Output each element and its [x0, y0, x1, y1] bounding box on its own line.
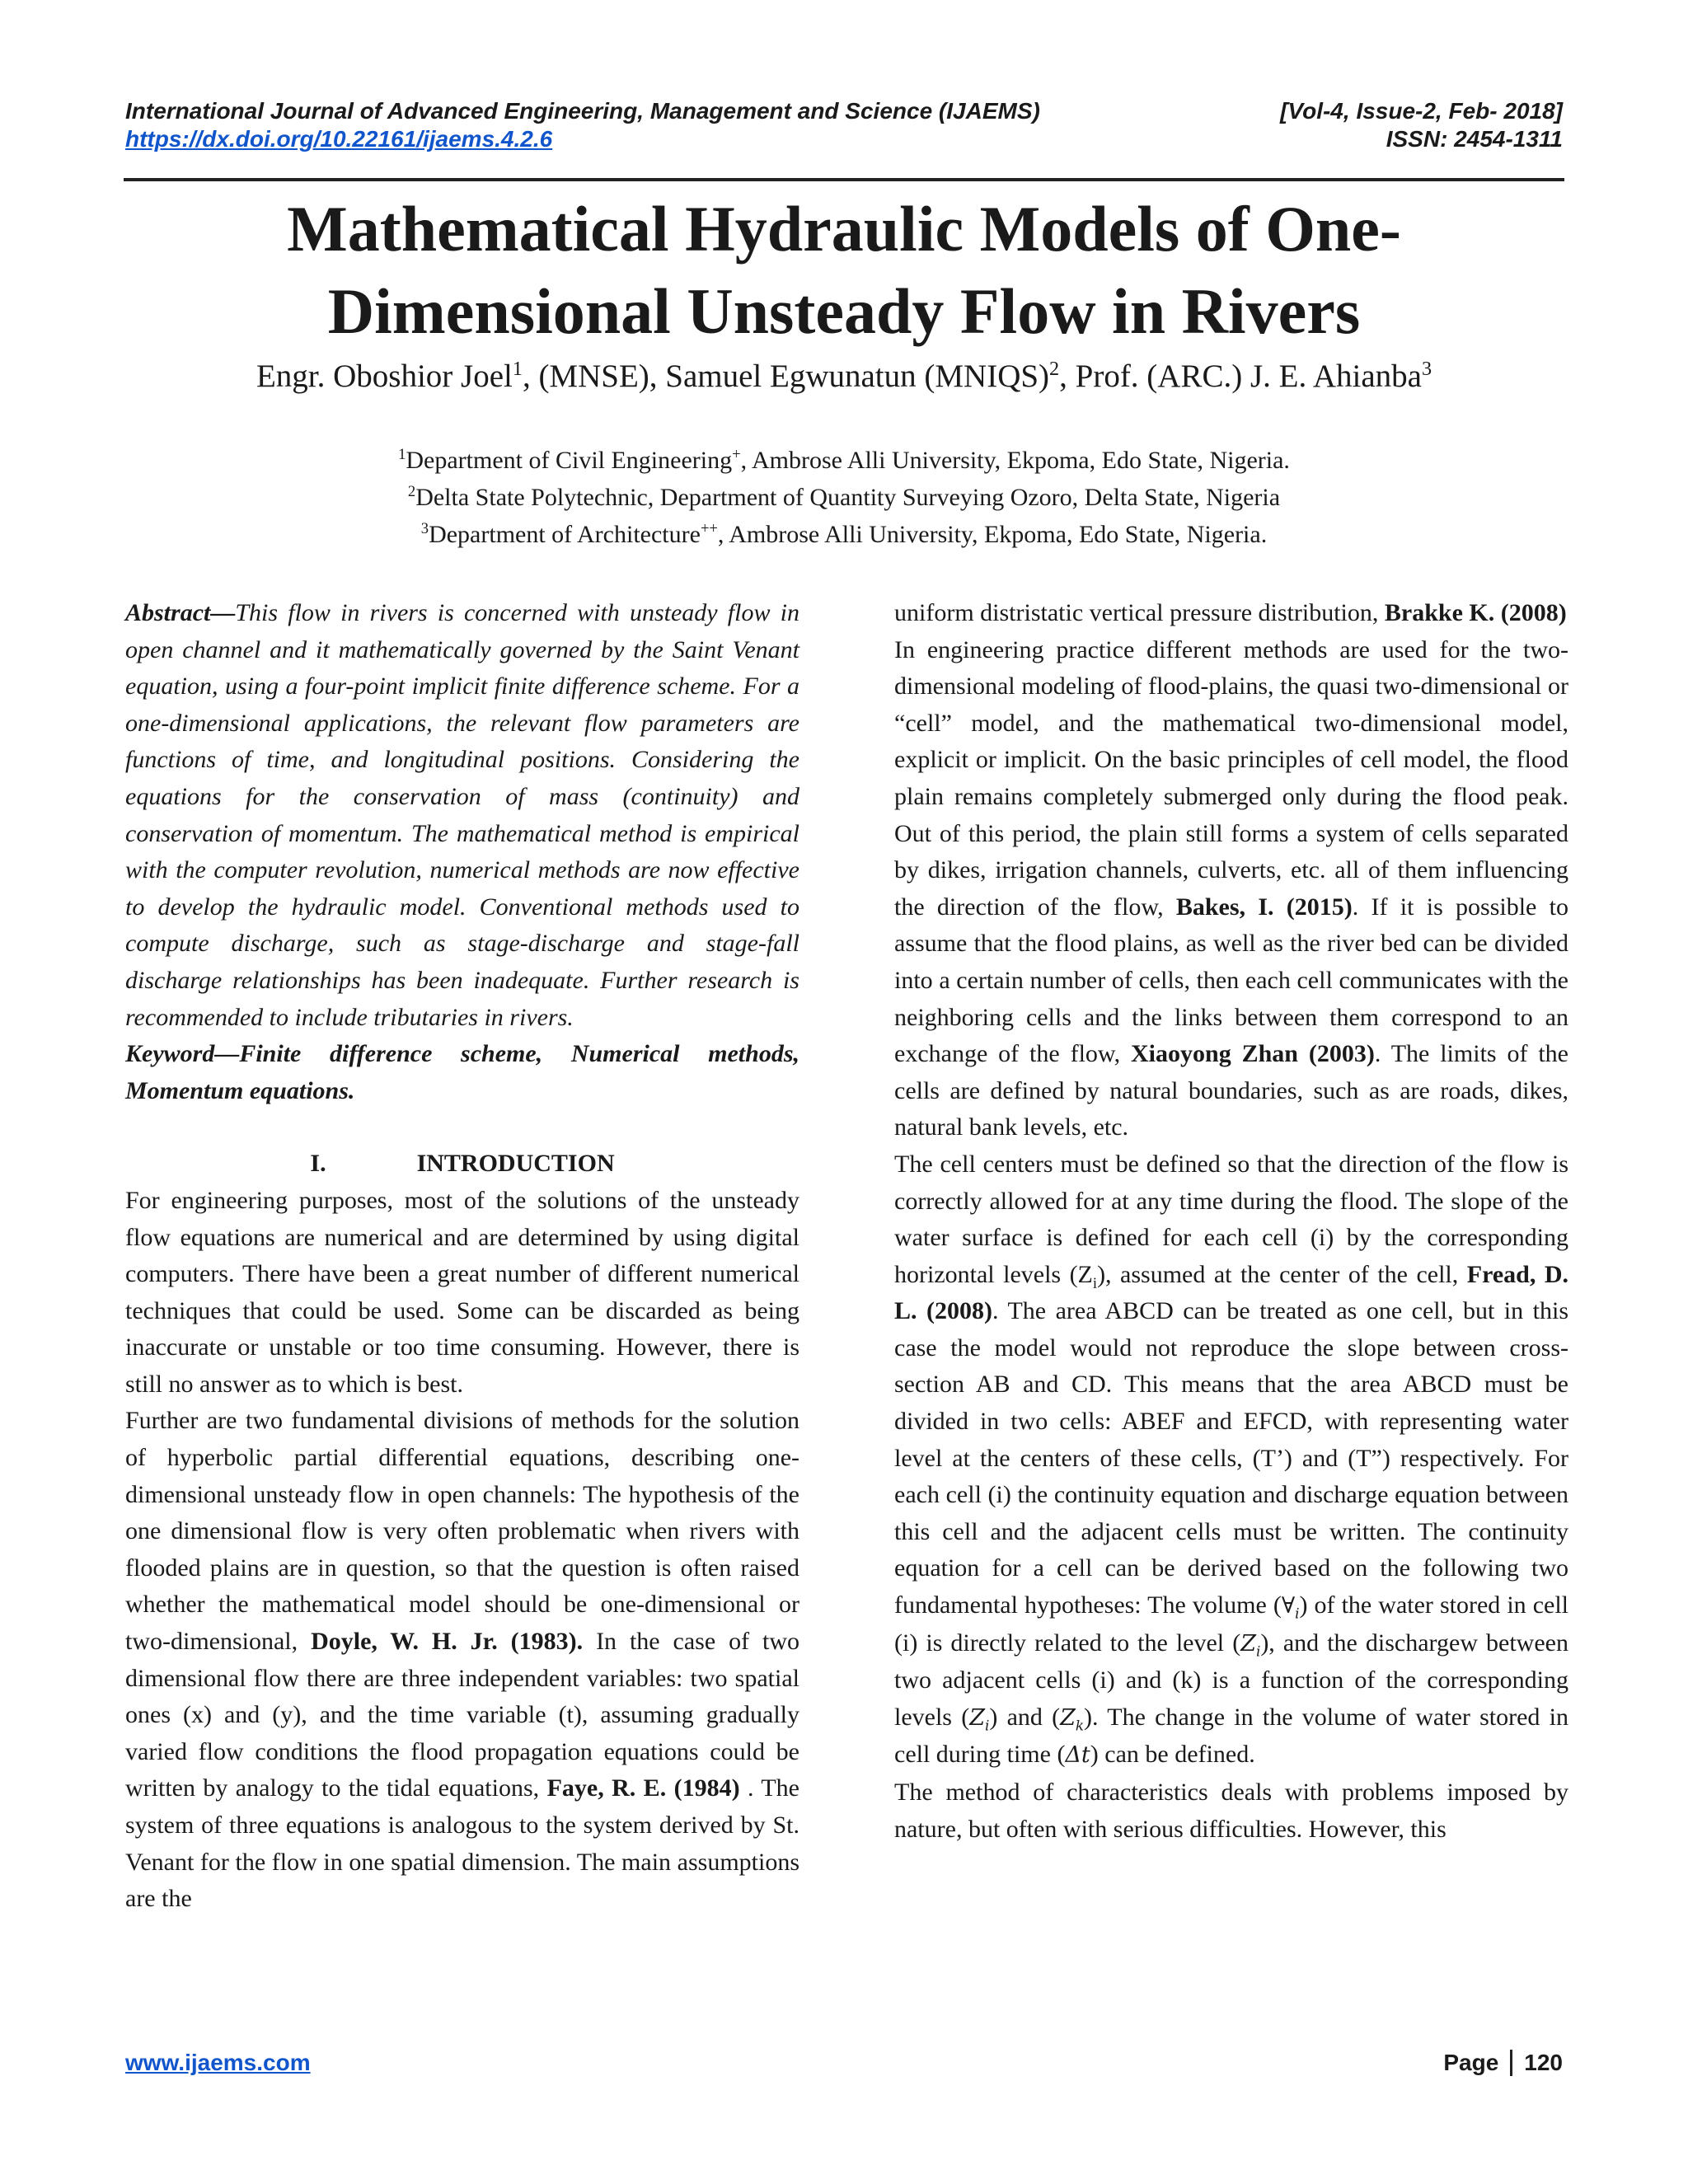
math-zi-1 — [1240, 1630, 1261, 1660]
page-number-box — [1443, 2049, 1563, 2077]
math-z-symbol-3: Z — [1060, 1704, 1076, 1731]
right-p3-text-f: ) and ( — [989, 1703, 1061, 1731]
issn: ISSN: 2454-1311 — [1386, 126, 1563, 152]
right-p2-text-b: . If it is possible to assume that the flood plains, as well as the river bed can be divided into a certain number of cells, then each cell communicates with the neighboring cells and the links between them correspond to an exchange of the flow, — [894, 893, 1568, 1068]
keyword-label: Keyword— — [125, 1040, 240, 1068]
right-p3-text-c: . The area ABCD can be treated as one cell, but in this case the model would not reproduce the slope between cross-section AB and CD. This means that the area ABCD must be divided in two cells: ABEF and EFCD, with representing water level at the centers of these cells, (T’) and (T”) respectively. For each cell (i) the continuity equation and discharge equation between this cell and the adjacent cells must be written. The continuity equation for a cell can be derived based on the following two fundamental hypotheses: The volume ( — [894, 1297, 1568, 1619]
affiliation-1-rest: , Ambrose Alli University, Ekpoma, Edo State, Nigeria. — [740, 447, 1290, 474]
author-3: , Prof. (ARC.) J. E. Ahianba — [1059, 359, 1422, 394]
affiliation-2 — [124, 479, 1564, 516]
citation-doyle: Doyle, W. H. Jr. (1983). — [311, 1628, 584, 1656]
section-number: I. — [310, 1150, 326, 1178]
abstract-text: This flow in rivers is concerned with unsteady flow in open channel and it mathematically governed by the Saint Venant equation, using a four-point implicit finite difference scheme. For a one-dimensional applications, the relevant flow parameters are functions of time, and longitudinal positions. Considering the equations for the conservation of mass (continuity) and conservation of momentum. The mathematical method is empirical with the computer revolution, numerical methods are now effective to develop the hydraulic model. Conventional methods used to compute discharge, such as stage-discharge and stage-fall discharge relationships has been inadequate. Further research is recommended to include tributaries in rivers. — [125, 599, 799, 1031]
affiliation-2-sup: 2 — [407, 483, 416, 500]
keyword-list: Finite difference scheme, Numerical methods, Momentum equations. — [125, 1040, 799, 1104]
math-z-symbol-2: Z — [969, 1704, 985, 1731]
right-p3-text-b: ), assumed at the center of the cell, — [1097, 1260, 1459, 1288]
intro-p2-text-a: Further are two fundamental divisions of methods for the solution of hyperbolic partial differential equations, describing one-dimensional unsteady flow in open channels: The hypothesis of the one dimensional flow is very often problematic when rivers with flooded plains are in question, so that the question is often raised whether the mathematical model should be one-dimensional or two-dimensional, — [125, 1407, 799, 1656]
title-line-1: Mathematical Hydraulic Models of One- — [287, 193, 1401, 265]
volume-issue: [Vol-4, Issue-2, Feb- 2018] — [1280, 98, 1563, 124]
right-paragraph-1 — [894, 595, 1568, 632]
math-z-index-3: k — [1075, 1717, 1085, 1734]
abstract-label: Abstract— — [125, 599, 236, 626]
math-volume — [1281, 1593, 1300, 1622]
right-p3-text-e: ), and the dischargew between two adjacent cells (i) and (k) is a function of the corresponding levels ( — [894, 1629, 1568, 1731]
author-list — [124, 356, 1564, 397]
page-footer — [125, 2049, 1563, 2077]
affiliations — [124, 442, 1564, 553]
affiliation-3-sup: 3 — [420, 520, 429, 537]
math-z-symbol-1: Z — [1240, 1630, 1256, 1657]
affiliation-2-text: Delta State Polytechnic, Department of Quantity Surveying Ozoro, Delta State, Nigeria — [415, 484, 1281, 511]
page-separator — [1510, 2050, 1512, 2076]
right-p2-text-a: In engineering practice different methods are used for the two-dimensional modeling of flood-plains, the quasi two-dimensional or “cell” model, and the mathematical two-dimensional model, explicit or implicit. On the basic principles of cell model, the flood plain remains completely submerged only during the flood peak. Out of this period, the plain still forms a system of cells separated by dikes, irrigation channels, culverts, etc. all of them influencing the direction of the flow, — [894, 635, 1568, 921]
left-column — [125, 595, 799, 1918]
author-1: Engr. Oboshior Joel — [256, 359, 513, 394]
journal-name: International Journal of Advanced Engineering, Management and Science (IJAEMS) — [125, 98, 1040, 124]
abstract — [125, 595, 799, 1036]
math-zk — [1060, 1704, 1085, 1734]
doi-link[interactable]: https://dx.doi.org/10.22161/ijaems.4.2.6 — [125, 126, 553, 152]
author-1-sup: 1 — [512, 358, 523, 380]
running-header — [125, 97, 1563, 153]
affiliation-3-rest: , Ambrose Alli University, Ekpoma, Edo State, Nigeria. — [717, 521, 1268, 548]
title-line-2: Dimensional Unsteady Flow in Rivers — [327, 275, 1361, 347]
header-divider — [124, 178, 1564, 181]
paper-title — [124, 188, 1564, 353]
right-p3-text-g: ). The change in the volume of water stored in cell during time ( — [894, 1703, 1569, 1769]
affiliation-3-mark: ++ — [700, 520, 718, 537]
citation-zhan: Xiaoyong Zhan (2003) — [1131, 1040, 1375, 1068]
journal-website-link[interactable]: www.ijaems.com — [125, 2050, 311, 2075]
right-p3-text-d: ) of the water stored in cell (i) is directly related to the level ( — [894, 1591, 1568, 1657]
right-paragraph-2 — [894, 632, 1568, 1146]
right-column — [894, 595, 1568, 1848]
author-3-sup: 3 — [1421, 358, 1432, 380]
right-paragraph-3 — [894, 1146, 1568, 1774]
intro-paragraph-2 — [125, 1403, 799, 1917]
math-delta-t: Δt — [1065, 1742, 1090, 1769]
right-p3-sub: i — [1092, 1274, 1098, 1292]
keywords — [125, 1036, 799, 1109]
right-p3-text-h: ) can be defined. — [1090, 1741, 1255, 1769]
citation-brakke: Brakke K. (2008) — [1384, 599, 1567, 626]
affiliation-3-text: Department of Architecture — [429, 521, 701, 548]
affiliation-1-sup: 1 — [398, 446, 406, 463]
right-paragraph-4: The method of characteristics deals with problems imposed by nature, but often with serious difficulties. However, this — [894, 1779, 1568, 1843]
math-z-index-1: i — [1255, 1643, 1261, 1660]
citation-faye: Faye, R. E. (1984) — [546, 1774, 740, 1802]
math-zi-2 — [969, 1704, 990, 1734]
affiliation-3 — [124, 516, 1564, 553]
page-number: 120 — [1524, 2050, 1563, 2075]
math-volume-symbol: ∀ — [1281, 1593, 1296, 1619]
right-p2-text-c: . The limits of the cells are defined by natural boundaries, such as are roads, dikes, natural bank levels, etc. — [894, 1040, 1568, 1141]
intro-p2-text-b: In the case of two dimensional flow there are three independent variables: two spatial ones (x) and (y), and the time variable (t), assuming gradually varied flow conditions the flood propagation equations could be written by analogy to the tidal equations, — [125, 1628, 799, 1802]
intro-p2-text-c: . The system of three equations is analogous to the system derived by St. Venant for the flow in one spatial dimension. The main assumptions are the — [125, 1774, 799, 1913]
citation-bakes: Bakes, I. (2015) — [1175, 893, 1353, 921]
affiliation-1-mark: + — [732, 446, 741, 463]
affiliation-1-text: Department of Civil Engineering — [406, 447, 733, 474]
page-label: Page — [1443, 2050, 1499, 2075]
author-2-sup: 2 — [1049, 358, 1060, 380]
right-p3-text-a: The cell centers must be defined so that the direction of the flow is correctly allowed for at any time during the flood. The slope of the water surface is defined for each cell (i) by the corresponding horizontal levels (Z — [894, 1150, 1568, 1288]
math-z-index-2: i — [984, 1717, 990, 1734]
affiliation-1 — [124, 442, 1564, 479]
author-2: , (MNSE), Samuel Egwunatun (MNIQS) — [522, 359, 1050, 394]
citation-fread: Fread, D. L. (2008) — [894, 1260, 1568, 1325]
section-heading-introduction — [125, 1146, 799, 1183]
intro-paragraph-1: For engineering purposes, most of the solutions of the unsteady flow equations are numerical and are determined by using digital computers. There have been a great number of different numerical techniques that could be used. Some can be discarded as being inaccurate or unstable or too time consuming. However, there is still no answer as to which is best. — [125, 1186, 799, 1398]
right-p1-text: uniform distristatic vertical pressure distribution, — [894, 599, 1379, 626]
section-title: INTRODUCTION — [416, 1150, 615, 1178]
math-volume-index: i — [1295, 1605, 1300, 1622]
